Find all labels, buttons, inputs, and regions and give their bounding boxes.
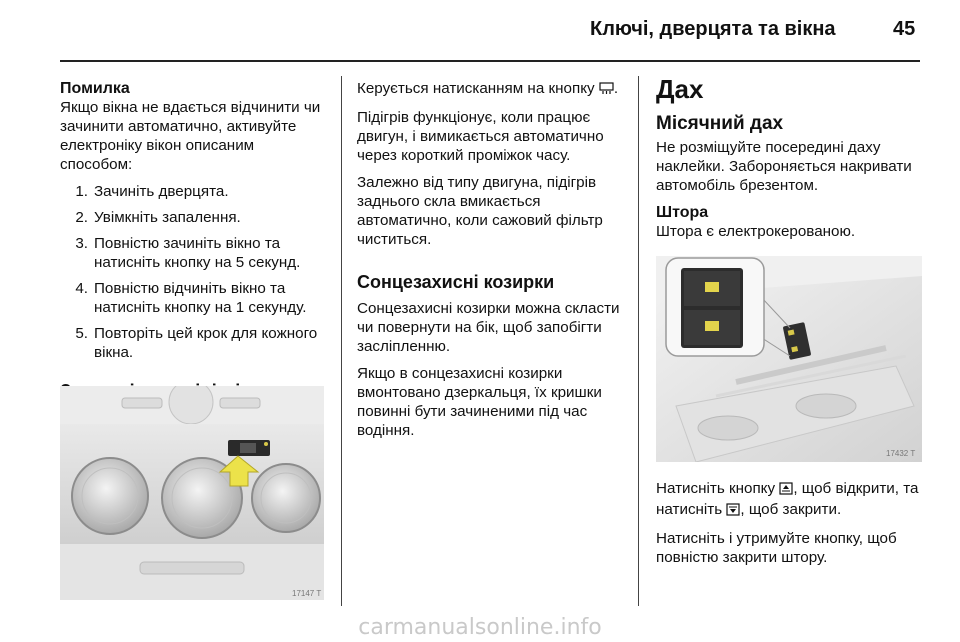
figure-code: 17432 T xyxy=(886,449,916,458)
header-rule xyxy=(60,60,920,62)
rear-heat-control-text: Керується натисканням на кнопку . xyxy=(357,79,629,100)
fault-heading: Помилка xyxy=(60,80,130,97)
page-header-title: Ключі, дверцята та вікна xyxy=(590,18,836,40)
column-3 xyxy=(656,75,928,249)
blind-hold-text: Натисніть і утримуйте кнопку, щоб повністю закрити штору. xyxy=(656,530,897,566)
watermark: carmanualsonline.info xyxy=(358,615,602,640)
column-divider-2 xyxy=(638,76,639,606)
list-item: 4. Повністю відчиніть вікно та натисніть кнопку на 1 секунду. xyxy=(75,280,307,316)
figure-code: 17147 T xyxy=(292,589,322,598)
sun-visors-text-2: Якщо в сонцезахисні козирки вмонтовано дзеркальця, їх кришки повинні бути зачиненими під час водіння. xyxy=(357,365,602,439)
sun-visors-text-1: Сонцезахисні козирки можна скласти чи повернути на бік, щоб запобігти засліпленню. xyxy=(357,300,620,355)
blind-operation-text: Натисніть кнопку , щоб відкрити, та натисніть , щоб закрити. xyxy=(656,479,928,521)
column-divider-1 xyxy=(341,76,342,606)
blind-text: Штора є електрокерованою. xyxy=(656,223,856,240)
column-3-bottom xyxy=(656,479,928,575)
roof-heading: Дах xyxy=(656,74,704,104)
rear-window-heat-icon xyxy=(599,81,614,100)
moonroof-text: Не розміщуйте посередині даху наклейки. Забороняється накривати автомобіль брезентом. xyxy=(656,139,912,194)
list-item: 5. Повторіть цей крок для кожного вікна. xyxy=(75,325,318,361)
list-item: 1. Зачиніть дверцята. xyxy=(75,183,229,200)
list-item: 2. Увімкніть запалення. xyxy=(75,209,241,226)
column-2 xyxy=(357,79,629,448)
column-1 xyxy=(60,79,330,408)
rear-heat-text-2: Підігрів функціонує, коли працює двигун, і вимикається автоматично через короткий проміжок часу. xyxy=(357,109,604,164)
moonroof-heading: Місячний дах xyxy=(656,113,784,134)
climate-panel-illustration xyxy=(60,386,324,600)
blind-close-icon xyxy=(726,502,740,521)
blind-open-icon xyxy=(779,481,793,500)
fault-steps xyxy=(60,182,330,362)
roof-console-illustration xyxy=(656,256,922,462)
page-number: 45 xyxy=(893,18,916,40)
sun-visors-heading: Сонцезахисні козирки xyxy=(357,272,555,292)
rear-heat-text-3: Залежно від типу двигуна, підігрів заднього скла вмикається автоматично, коли сажовий фільтр чиститься. xyxy=(357,174,603,248)
fault-intro: Якщо вікна не вдається відчинити чи зачинити автоматично, активуйте електроніку вікон описаним способом: xyxy=(60,99,321,173)
list-item: 3. Повністю зачиніть вікно та натисніть кнопку на 5 секунд. xyxy=(75,235,301,271)
blind-heading: Штора xyxy=(656,204,709,221)
